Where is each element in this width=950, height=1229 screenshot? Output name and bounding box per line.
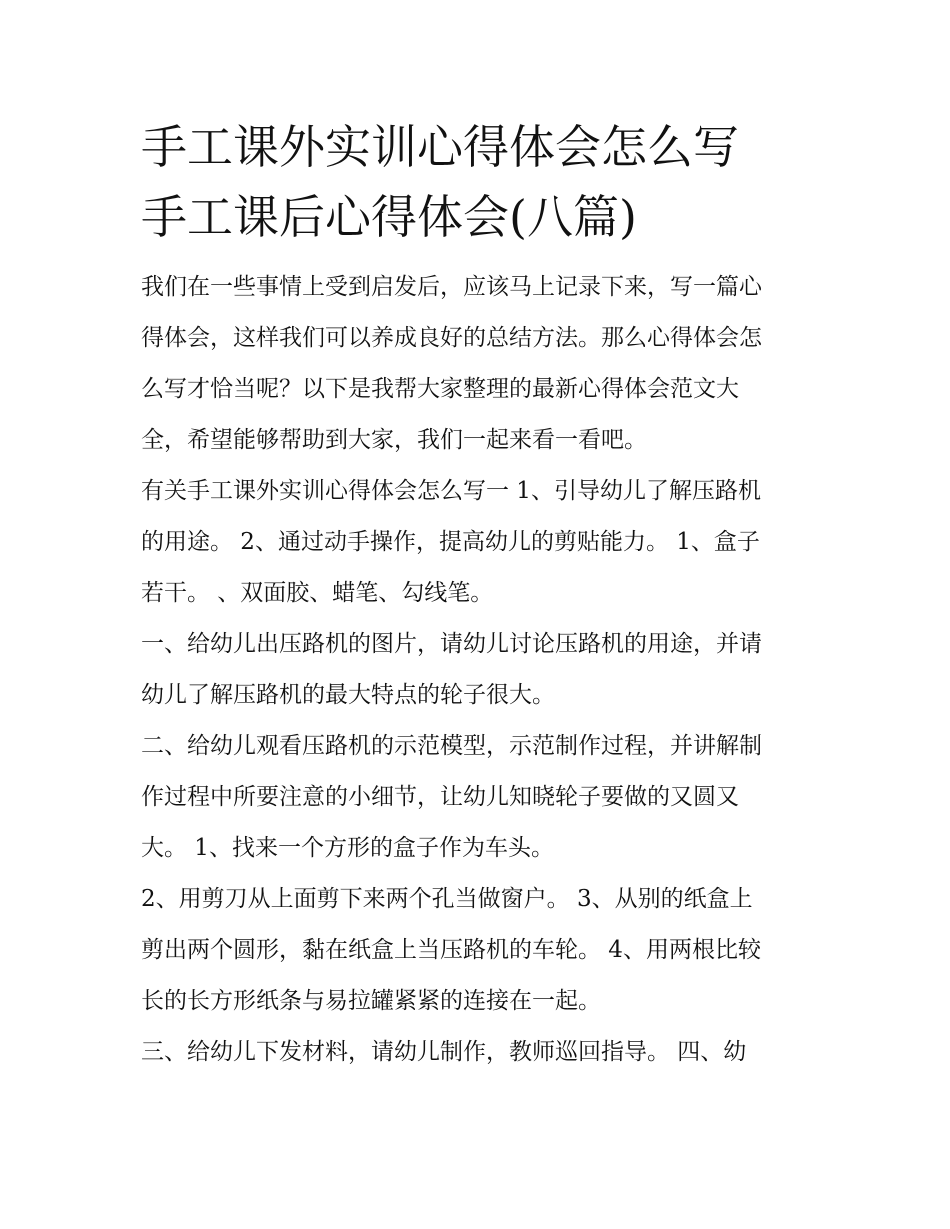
text-line: 三、给幼儿下发材料，请幼儿制作，教师巡回指导。 四、幼 bbox=[141, 1039, 747, 1065]
paragraph-procedure bbox=[141, 874, 820, 1027]
document-title bbox=[141, 112, 820, 252]
text-line: 若干。 、双面胶、蜡笔、勾线笔。 bbox=[141, 580, 494, 606]
paragraph-step-three bbox=[141, 1027, 820, 1078]
paragraph-step-one bbox=[141, 619, 820, 721]
text-line: 二、给幼儿观看压路机的示范模型，示范制作过程，并讲解制 bbox=[141, 733, 762, 759]
paragraph-step-two bbox=[141, 721, 820, 874]
title-line-2: 手工课后心得体会(八篇) bbox=[141, 190, 637, 244]
text-line: 得体会，这样我们可以养成良好的总结方法。那么心得体会怎 bbox=[141, 325, 762, 351]
text-line: 幼儿了解压路机的最大特点的轮子很大。 bbox=[141, 682, 555, 708]
paragraph-goals-materials bbox=[141, 466, 820, 619]
paragraph-intro bbox=[141, 262, 820, 466]
text-line: 长的长方形纸条与易拉罐紧紧的连接在一起。 bbox=[141, 988, 601, 1014]
text-line: 全，希望能够帮助到大家，我们一起来看一看吧。 bbox=[141, 427, 647, 453]
title-line-1: 手工课外实训心得体会怎么写 bbox=[141, 120, 739, 174]
text-line: 的用途。 2、通过动手操作，提高幼儿的剪贴能力。 1、盒子 bbox=[141, 529, 760, 555]
text-line: 一、给幼儿出压路机的图片，请幼儿讨论压路机的用途，并请 bbox=[141, 631, 762, 657]
text-line: 2、用剪刀从上面剪下来两个孔当做窗户。 3、从别的纸盒上 bbox=[141, 886, 753, 912]
text-line: 剪出两个圆形，黏在纸盒上当压路机的车轮。 4、用两根比较 bbox=[141, 937, 761, 963]
text-line: 么写才恰当呢？以下是我帮大家整理的最新心得体会范文大 bbox=[141, 376, 739, 402]
text-line: 我们在一些事情上受到启发后，应该马上记录下来，写一篇心 bbox=[141, 274, 762, 300]
text-line: 有关手工课外实训心得体会怎么写一 1、引导幼儿了解压路机 bbox=[141, 478, 761, 504]
text-line: 大。 1、找来一个方形的盒子作为车头。 bbox=[141, 835, 554, 861]
text-line: 作过程中所要注意的小细节，让幼儿知晓轮子要做的又圆又 bbox=[141, 784, 739, 810]
